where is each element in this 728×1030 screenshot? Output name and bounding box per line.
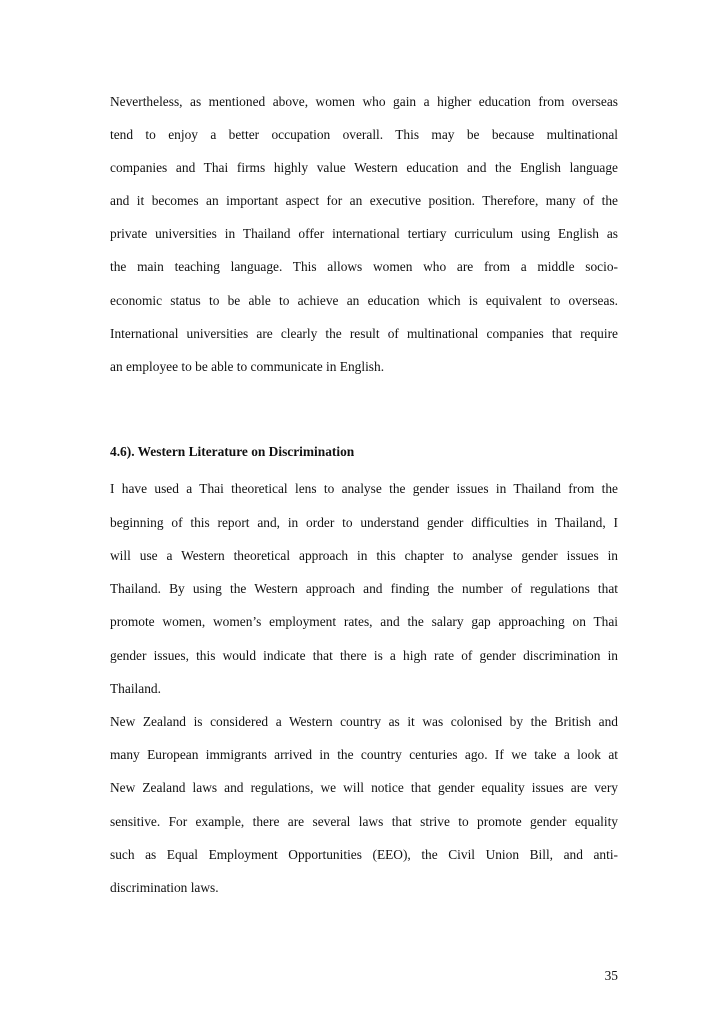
paragraph-line: New Zealand is considered a Western country as it was colonised by the British and <box>110 714 618 729</box>
paragraph-line: and it becomes an important aspect for an executive position. Therefore, many of the <box>110 193 618 208</box>
paragraph-line: private universities in Thailand offer international tertiary curriculum using English as <box>110 226 618 241</box>
paragraph-line: such as Equal Employment Opportunities (EEO), the Civil Union Bill, and anti- <box>110 847 618 862</box>
paragraph-line: sensitive. For example, there are several laws that strive to promote gender equality <box>110 814 618 829</box>
section-heading: 4.6). Western Literature on Discrimination <box>110 444 355 459</box>
paragraph-line: Thailand. <box>110 681 161 696</box>
paragraph-line: will use a Western theoretical approach in this chapter to analyse gender issues in <box>110 548 618 563</box>
paragraph-line: an employee to be able to communicate in English. <box>110 359 385 374</box>
page-number: 35 <box>604 968 618 983</box>
paragraph-line: discrimination laws. <box>110 880 219 895</box>
paragraph-line: the main teaching language. This allows women who are from a middle socio- <box>110 259 618 274</box>
paragraph-line: economic status to be able to achieve an education which is equivalent to overseas. <box>110 293 618 308</box>
paragraph-line: gender issues, this would indicate that there is a high rate of gender discrimination in <box>110 648 618 663</box>
paragraph-line: Thailand. By using the Western approach and finding the number of regulations that <box>110 581 618 596</box>
paragraph-line: promote women, women’s employment rates, and the salary gap approaching on Thai <box>110 614 618 629</box>
paragraph-line: tend to enjoy a better occupation overall. This may be because multinational <box>110 127 618 142</box>
paragraph-line: many European immigrants arrived in the country centuries ago. If we take a look at <box>110 747 618 762</box>
paragraph-line: International universities are clearly the result of multinational companies that require <box>110 326 618 341</box>
paragraph-line: New Zealand laws and regulations, we will notice that gender equality issues are very <box>110 780 618 795</box>
paragraph-line: I have used a Thai theoretical lens to analyse the gender issues in Thailand from the <box>110 481 618 496</box>
paragraph-line: companies and Thai firms highly value Western education and the English language <box>110 160 618 175</box>
paragraph-line: beginning of this report and, in order to understand gender difficulties in Thailand, I <box>110 515 618 530</box>
paragraph-line: Nevertheless, as mentioned above, women who gain a higher education from overseas <box>110 94 618 109</box>
